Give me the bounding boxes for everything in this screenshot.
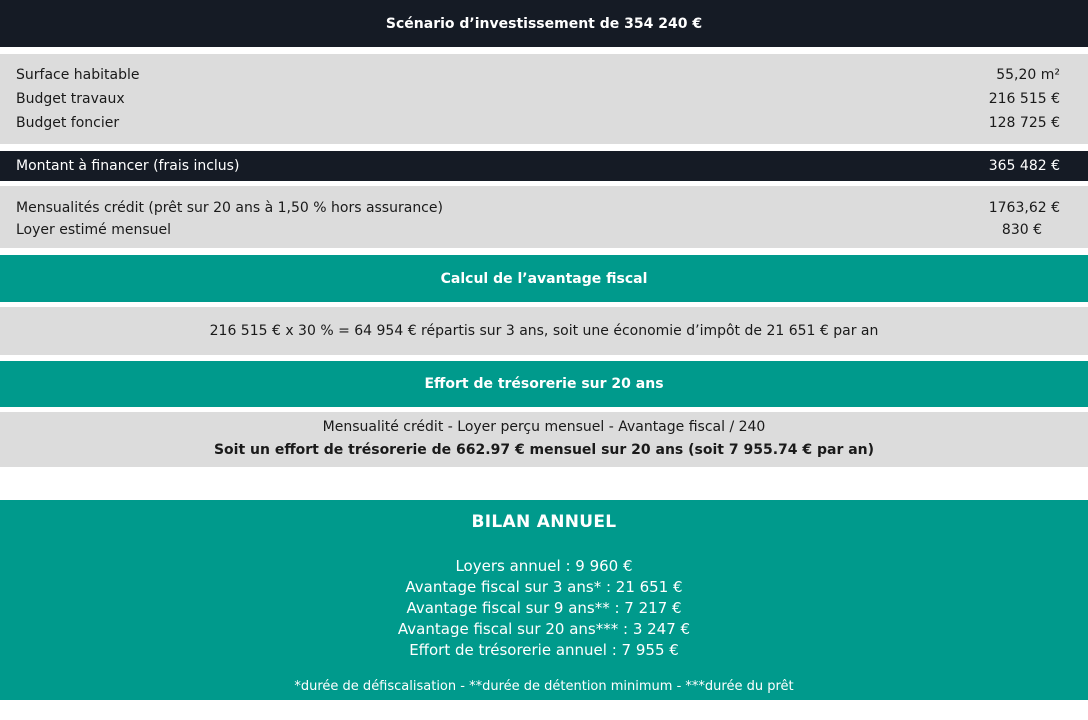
summary-line-tax-9y: Avantage fiscal sur 9 ans** : 7 217 €	[406, 599, 682, 617]
rent-monthly-value: 830 €	[1001, 222, 1042, 238]
cash-effort-title: Effort de trésorerie sur 20 ans	[424, 376, 664, 392]
summary-line-rent: Loyers annuel : 9 960 €	[455, 557, 633, 575]
annual-summary-title: BILAN ANNUEL	[471, 512, 617, 532]
tax-benefit-panel	[0, 307, 1088, 355]
tax-benefit-header	[0, 255, 1088, 302]
detail-row-foncier	[16, 113, 1060, 133]
cash-effort-formula: Mensualité crédit - Loyer perçu mensuel - Avantage fiscal / 240	[322, 419, 766, 435]
detail-row-travaux	[16, 89, 1060, 109]
detail-label: Budget travaux	[16, 91, 125, 107]
tax-benefit-text: 216 515 € x 30 % = 64 954 € répartis sur 3 ans, soit une économie d’impôt de 21 651 € par an	[209, 323, 879, 339]
scenario-header	[0, 0, 1088, 47]
detail-label: Surface habitable	[16, 67, 140, 83]
detail-value: 55,20 m²	[996, 67, 1060, 83]
rent-monthly-row	[16, 220, 1042, 240]
summary-footnote: *durée de défiscalisation - **durée de détention minimum - ***durée du prêt	[294, 679, 794, 694]
financing-amount-bar	[0, 151, 1088, 181]
financing-label: Montant à financer (frais inclus)	[16, 158, 240, 174]
credit-monthly-label: Mensualités crédit (prêt sur 20 ans à 1,50 % hors assurance)	[16, 200, 443, 216]
annual-summary-panel	[0, 500, 1088, 700]
cash-effort-header	[0, 361, 1088, 407]
credit-monthly-value: 1763,62 €	[988, 200, 1060, 216]
financing-value: 365 482 €	[988, 158, 1060, 174]
scenario-title: Scénario d’investissement de 354 240 €	[385, 15, 703, 32]
detail-label: Budget foncier	[16, 115, 120, 131]
detail-value: 128 725 €	[988, 115, 1060, 131]
summary-line-tax-3y: Avantage fiscal sur 3 ans* : 21 651 €	[405, 578, 683, 596]
summary-line-effort: Effort de trésorerie annuel : 7 955 €	[409, 641, 679, 659]
financing-row	[16, 156, 1060, 176]
detail-value: 216 515 €	[988, 91, 1060, 107]
detail-row-surface	[16, 65, 1060, 85]
credit-monthly-row	[16, 198, 1060, 218]
property-details-panel	[0, 54, 1088, 144]
tax-benefit-title: Calcul de l’avantage fiscal	[440, 270, 648, 287]
rent-monthly-label: Loyer estimé mensuel	[16, 222, 172, 238]
cash-effort-panel	[0, 412, 1088, 467]
monthly-payments-panel	[0, 186, 1088, 248]
cash-effort-result: Soit un effort de trésorerie de 662.97 € mensuel sur 20 ans (soit 7 955.74 € par an)	[213, 442, 875, 458]
summary-line-tax-20y: Avantage fiscal sur 20 ans*** : 3 247 €	[397, 620, 691, 638]
